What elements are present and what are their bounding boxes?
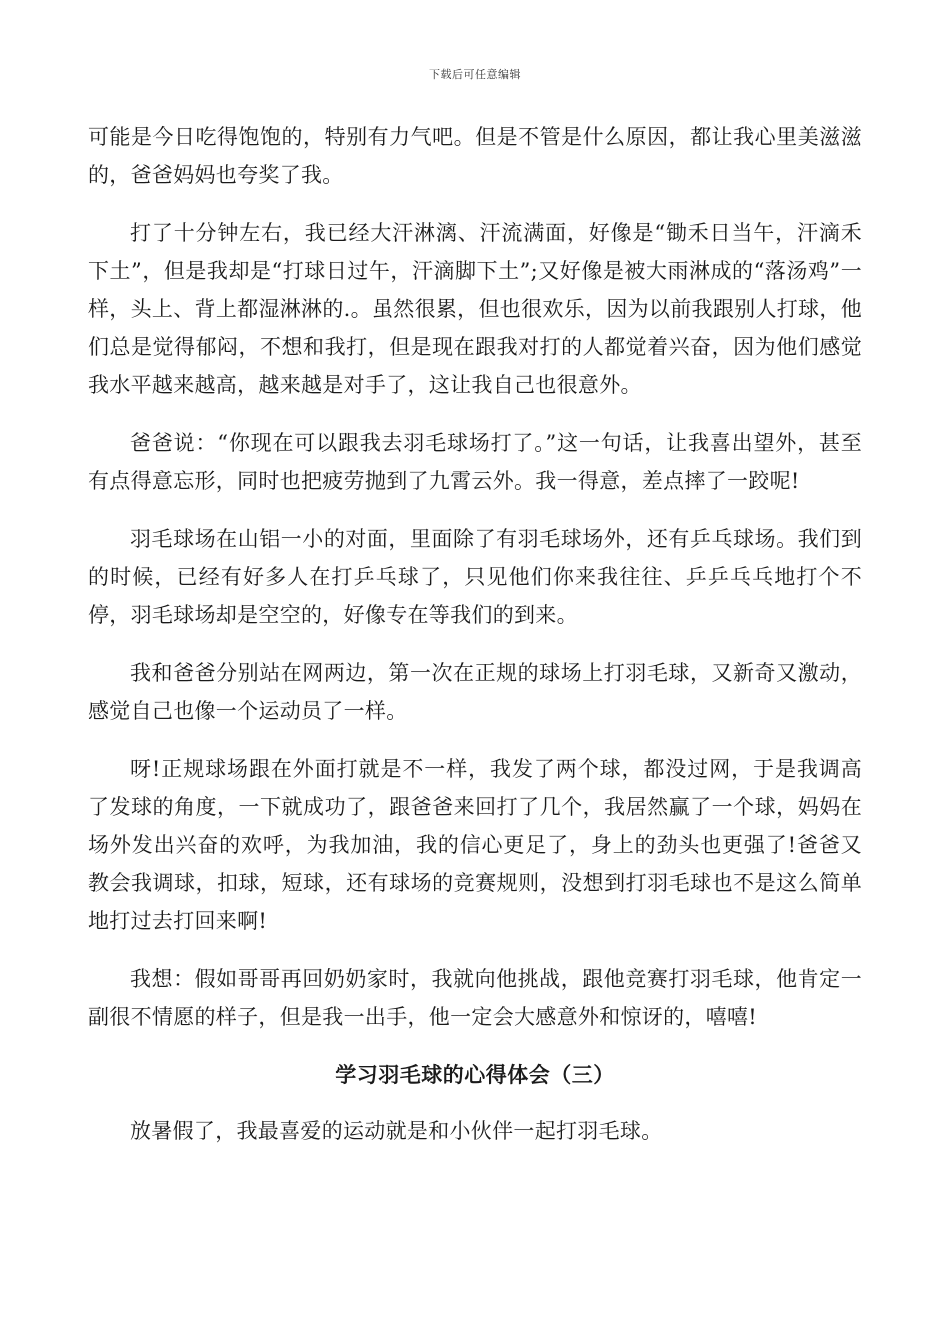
header-note: 下载后可任意编辑 [429,68,521,81]
paragraph-continued: 可能是今日吃得饱饱的，特别有力气吧。但是不管是什么原因，都让我心里美滋滋的，爸爸妈妈也夸奖了我。 [88,125,862,187]
paragraph: 我想：假如哥哥再回奶奶家时，我就向他挑战，跟他竞赛打羽毛球，他肯定一副很不情愿的样子，但是我一出手，他一定会大感意外和惊讶的，嘻嘻! [88,967,862,1029]
paragraph: 呀!正规球场跟在外面打就是不一样，我发了两个球，都没过网，于是我调高了发球的角度，一下就成功了，跟爸爸来回打了几个，我居然赢了一个球，妈妈在场外发出兴奋的欢呼，为我加油，我的信心更足了，身上的劲头也更强了!爸爸又教会我调球，扣球，短球，还有球场的竞赛规则，没想到打羽毛球也不是这么简单地打过去打回来啊! [88,757,862,933]
paragraph: 爸爸说：“你现在可以跟我去羽毛球场打了。”这一句话，让我喜出望外，甚至有点得意忘形，同时也把疲劳抛到了九霄云外。我一得意，差点摔了一跤呢! [88,431,862,493]
section-title: 学习羽毛球的心得体会（三） [335,1062,615,1087]
paragraph: 羽毛球场在山铝一小的对面，里面除了有羽毛球场外，还有乒乓球场。我们到的时候，已经有好多人在打乒乓球了，只见他们你来我往往、乒乒乓乓地打个不停，羽毛球场却是空空的，好像专在等我们的到来。 [88,527,862,627]
paragraph: 打了十分钟左右，我已经大汗淋漓、汗流满面，好像是“锄禾日当午，汗滴禾下土”，但是我却是“打球日过午，汗滴脚下土”;又好像是被大雨淋成的“落汤鸡”一样，头上、背上都湿淋淋的.。虽然很累，但也很欢乐，因为以前我跟别人打球，他们总是觉得郁闷，不想和我打，但是现在跟我对打的人都觉着兴奋，因为他们感觉我水平越来越高，越来越是对手了，这让我自己也很意外。 [88,221,862,397]
paragraph: 我和爸爸分别站在网两边，第一次在正规的球场上打羽毛球，又新奇又激动，感觉自己也像一个运动员了一样。 [88,661,862,723]
document-body [88,118,862,1170]
section-paragraph: 放暑假了，我最喜爱的运动就是和小伙伴一起打羽毛球。 [130,1119,663,1143]
